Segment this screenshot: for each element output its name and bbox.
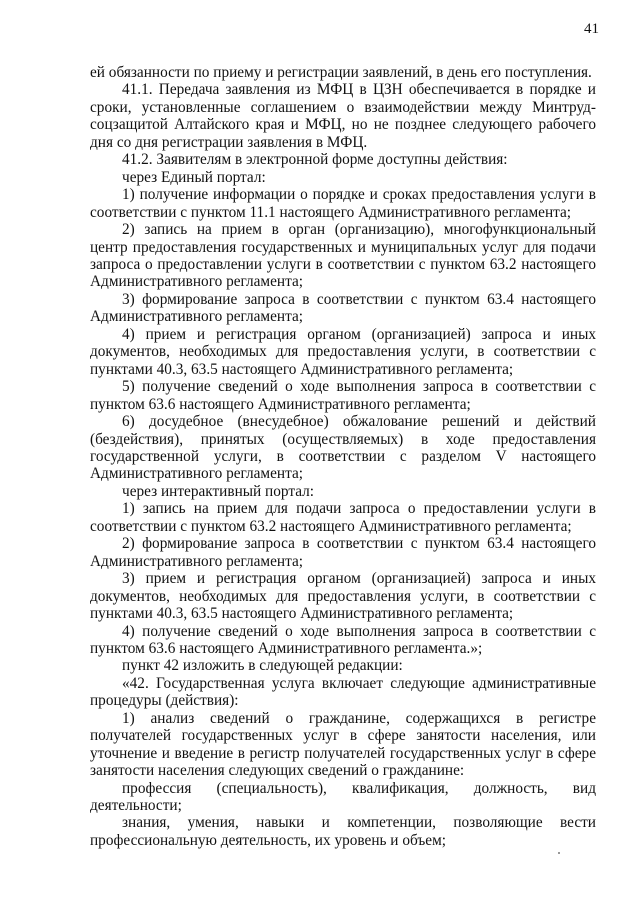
paragraph-unified-portal-heading: через Единый портал: <box>122 168 266 186</box>
list-item-interactive-3: 3) прием и регистрация органом (организацией) запроса и иных документов, необходимых для предоставления услуги, в соответствии с пунктами 40.3, 63.5 настоящего Административного регламента; <box>90 570 596 623</box>
list-item-unified-2: 2) запись на прием в орган (организацию), многофункциональный центр предоставления государственных и муниципальных услуг для подачи запроса о предоставлении услуги в соответствии с пунктом 63.2 настоящего Административного регламента; <box>90 221 596 291</box>
paragraph-interactive-portal-heading: через интерактивный портал: <box>122 482 315 500</box>
scan-speck <box>558 852 560 854</box>
paragraph-skills: знания, умения, навыки и компетенции, позволяющие вести профессиональную деятельность, их уровень и объем; <box>90 814 596 849</box>
paragraph-profession: профессия (специальность), квалификация, должность, вид деятельности; <box>90 779 596 815</box>
document-body <box>90 64 596 849</box>
list-item-unified-5: 5) получение сведений о ходе выполнения запроса в соответствии с пунктом 63.6 настоящего Административного регламента; <box>90 378 596 413</box>
paragraph-41-1: 41.1. Передача заявления из МФЦ в ЦЗН обеспечивается в порядке и сроки, установленные соглашением о взаимодействии между Минтруд-соцзащитой Алтайского края и МФЦ, но не позднее следующего рабочего дня со дня регистрации заявления в МФЦ. <box>90 81 596 151</box>
paragraph-42: «42. Государственная услуга включает следующие административные процедуры (действия): <box>90 674 596 710</box>
list-item-unified-6: 6) досудебное (внесудебное) обжалование решений и действий (бездействия), принятых (осуществляемых) в ходе предоставления государственной услуги, в соответствии с разделом V настоящего Административного регламента; <box>90 413 596 483</box>
list-item-interactive-2: 2) формирование запроса в соответствии с пунктом 63.4 настоящего Административного регламента; <box>90 535 596 570</box>
list-item-interactive-1: 1) запись на прием для подачи запроса о предоставлении услуги в соответствии с пунктом 63.2 настоящего Административного регламента; <box>90 500 596 535</box>
list-item-interactive-4: 4) получение сведений о ходе выполнения запроса в соответствии с пунктом 63.6 настоящего Административного регламента.»; <box>90 622 596 657</box>
list-item-42-1: 1) анализ сведений о гражданине, содержащихся в регистре получателей государственных услуг в сфере занятости населения, или уточнение и введение в регистр получателей государственных услуг в сфере занятости населения следующих сведений о гражданине: <box>90 709 596 780</box>
list-item-unified-1: 1) получение информации о порядке и сроках предоставления услуги в соответствии с пунктом 11.1 настоящего Административного регламента; <box>90 186 596 221</box>
paragraph-41-2: 41.2. Заявителям в электронной форме доступны действия: <box>122 151 508 169</box>
paragraph-continuation: ей обязанности по приему и регистрации заявлений, в день его поступления. <box>90 64 592 81</box>
list-item-unified-3: 3) формирование запроса в соответствии с пунктом 63.4 настоящего Административного регламента; <box>90 290 596 326</box>
list-item-unified-4: 4) прием и регистрация органом (организацией) запроса и иных документов, необходимых для предоставления услуги, в соответствии с пунктами 40.3, 63.5 настоящего Административного регламента; <box>90 325 596 378</box>
paragraph-amend-42: пункт 42 изложить в следующей редакции: <box>122 657 403 675</box>
page-number: 41 <box>584 21 599 37</box>
